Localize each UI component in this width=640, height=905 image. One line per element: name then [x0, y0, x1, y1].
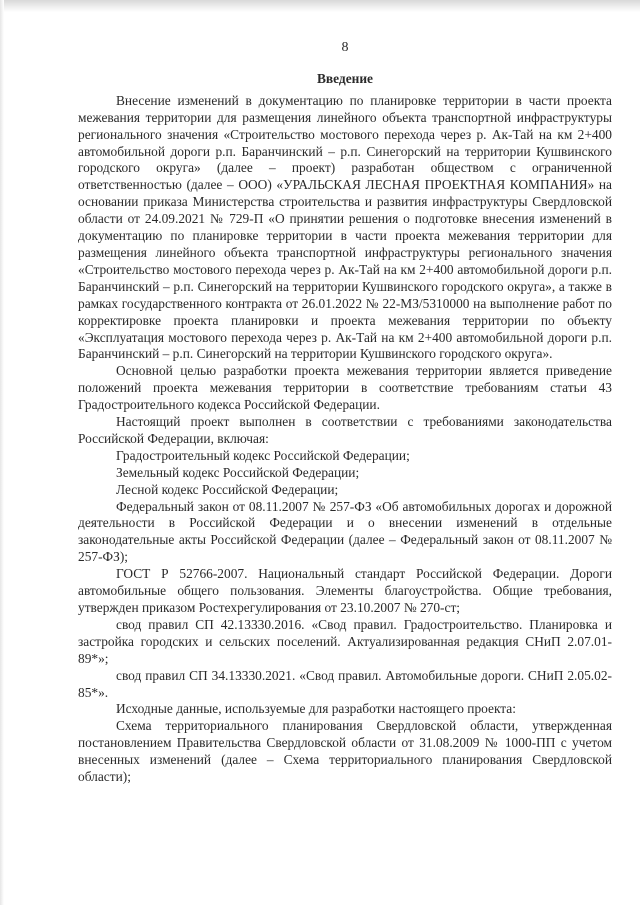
list-item-sp-42: свод правил СП 42.13330.2016. «Свод правил. Градостроительство. Планировка и застройка городских и сельских поселений. Актуализированная редакция СНиП 2.07.01-89*»;	[78, 616, 612, 666]
list-item-land-code: Земельный кодекс Российской Федерации;	[116, 464, 360, 480]
paragraph-goal: Основной целью разработки проекта межевания территории является приведение положений проекта межевания территории в соответствие требованиям статьи 43 Градостроительного кодекса Российской Федерации.	[78, 363, 612, 413]
paragraph-intro: Внесение изменений в документацию по планировке территории в части проекта межевания территории для размещения линейного объекта транспортной инфраструктуры регионального значения «Строительство мостового перехода через р. Ак-Тай на км 2+400 автомобильной дороги р.п. Баранчинский – р.п. Синегорский на территории Кушвинского городского округа» (далее – проект) разработан обществом с ограниченной ответственностью (далее – ООО) «УРАЛЬСКАЯ ЛЕСНАЯ ПРОЕКТНАЯ КОМПАНИЯ» на основании приказа Министерства строительства и развития инфраструктуры Свердловской области от 24.09.2021 № 729-П «О принятии решения о подготовке внесения изменений в документацию по планировке территории в части проекта межевания территории для размещения линейного объекта транспортной инфраструктуры регионального значения «Строительство мостового перехода через р. Ак-Тай на км 2+400 автомобильной дороги р.п. Баранчинский – р.п. Синегорский на территории Кушвинского городского округа», а также в рамках государственного контракта от 26.01.2022 № 22-МЗ/5310000 на выполнение работ по корректировке проекта планировки и проекта межевания территории по объекту «Эксплуатация мостового перехода через р. Ак-Тай на км 2+400 автомобильной дороги р.п. Баранчинский – р.п. Синегорский на территории Кушвинского городского округа».	[78, 92, 612, 362]
paragraph-source-data: Исходные данные, используемые для разработки настоящего проекта:	[116, 701, 516, 717]
list-item-gost: ГОСТ Р 52766-2007. Национальный стандарт Российской Федерации. Дороги автомобильные общего пользования. Элементы благоустройства. Общие требования, утвержден приказом Ростехрегулирования от 23.10.2007 № 270-ст;	[78, 566, 612, 615]
list-item-forest-code: Лесной кодекс Российской Федерации;	[116, 481, 339, 497]
list-item-territorial-scheme: Схема территориального планирования Свердловской области, утвержденная постановлением Правительства Свердловской области от 31.08.2009 № 1000-ПП с учетом внесенных изменений (далее – Схема территориального планирования Свердловской области);	[78, 718, 612, 785]
list-item-sp-34: свод правил СП 34.13330.2021. «Свод правил. Автомобильные дороги. СНиП 2.05.02-85*».	[78, 667, 612, 700]
section-heading: Введение	[316, 70, 374, 86]
list-item-urban-code: Градостроительный кодекс Российской Федерации;	[116, 447, 410, 463]
page-number: 8	[341, 40, 349, 55]
document-body	[78, 40, 612, 786]
scan-top-shadow	[0, 0, 640, 12]
scan-left-shadow	[0, 0, 4, 905]
paragraph-compliance: Настоящий проект выполнен в соответствии с требованиями законодательства Российской Федерации, включая:	[78, 414, 612, 446]
list-item-federal-law: Федеральный закон от 08.11.2007 № 257-ФЗ «Об автомобильных дорогах и дорожной деятельности в Российской Федерации и о внесении изменений в отдельные законодательные акты Российской Федерации (далее – Федеральный закон от 08.11.2007 № 257-ФЗ);	[78, 498, 612, 565]
